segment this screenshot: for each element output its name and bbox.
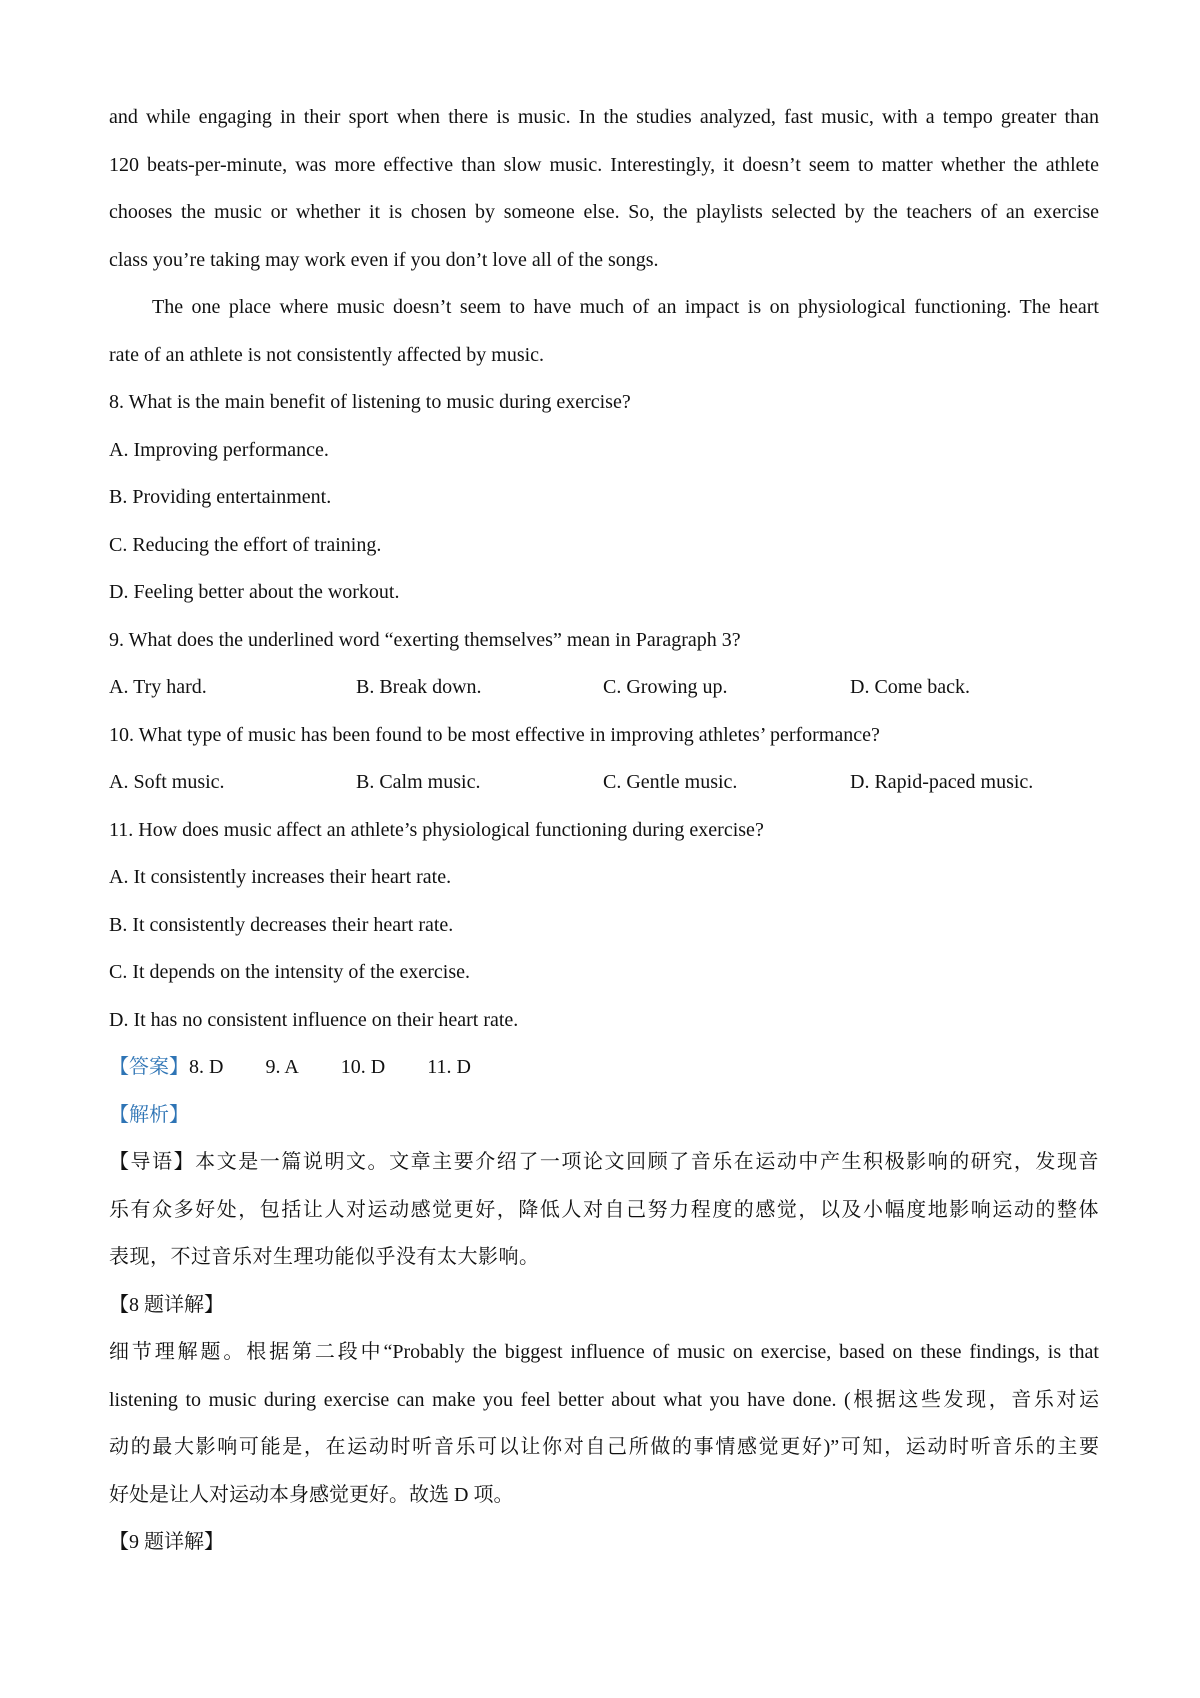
guide-paragraph xyxy=(109,1139,1099,1282)
option-d: D. Rapid-paced music. xyxy=(850,771,1034,793)
option-d: D. Come back. xyxy=(850,676,970,698)
answer-item: 8. D xyxy=(189,1056,224,1078)
paragraph-line: listening to music during exercise can make you feel better about what you have done. (根据这些发现，音乐对运 xyxy=(109,1388,1099,1411)
answer-item: 9. A xyxy=(265,1056,299,1078)
question-9 xyxy=(109,617,1099,712)
passage-paragraph-2 xyxy=(109,94,1099,284)
paragraph-line: 表现，不过音乐对生理功能似乎没有太大影响。 xyxy=(109,1246,540,1268)
option-a: A. Soft music. xyxy=(109,771,225,793)
q9-explanation-heading: 【9 题详解】 xyxy=(109,1531,224,1553)
option-a: A. Improving performance. xyxy=(109,438,329,461)
option-b: B. Calm music. xyxy=(356,771,481,793)
paragraph-line: 【导语】本文是一篇说明文。文章主要介绍了一项论文回顾了音乐在运动中产生积极影响的研究，发现音 xyxy=(109,1151,1099,1173)
paragraph-line: rate of an athlete is not consistently affected by music. xyxy=(109,343,545,366)
document-page xyxy=(109,94,1099,1567)
paragraph-line: 细节理解题。根据第二段中“Probably the biggest influence of music on exercise, based on these findings, is that xyxy=(109,1341,1099,1363)
answer-item: 11. D xyxy=(427,1056,471,1078)
options-row xyxy=(109,664,1099,712)
q8-explanation-heading: 【8 题详解】 xyxy=(109,1293,224,1316)
option-b: B. It consistently decreases their heart rate. xyxy=(109,913,454,936)
question-8 xyxy=(109,379,1099,617)
question-11 xyxy=(109,807,1099,1045)
answer-line xyxy=(109,1044,1099,1092)
paragraph-line: and while engaging in their sport when there is music. In the studies analyzed, fast music, with a tempo greater than xyxy=(109,106,1099,128)
paragraph-line: 120 beats-per-minute, was more effective than slow music. Interestingly, it doesn’t seem to matter whether the athlete xyxy=(109,153,1099,176)
option-c: C. It depends on the intensity of the exercise. xyxy=(109,961,471,983)
paragraph-line: 动的最大影响可能是，在运动时听音乐可以让你对自己所做的事情感觉更好)”可知，运动时听音乐的主要 xyxy=(109,1436,1099,1458)
paragraph-line: chooses the music or whether it is chosen by someone else. So, the playlists selected by the teachers of an exercise xyxy=(109,201,1099,223)
question-stem: 11. How does music affect an athlete’s physiological functioning during exercise? xyxy=(109,818,764,841)
option-c: C. Gentle music. xyxy=(603,771,738,793)
option-b: B. Providing entertainment. xyxy=(109,486,332,508)
answer-label: 【答案】 xyxy=(109,1056,189,1078)
question-10 xyxy=(109,712,1099,807)
paragraph-line: class you’re taking may work even if you don’t love all of the songs. xyxy=(109,248,659,271)
option-d: D. Feeling better about the workout. xyxy=(109,581,400,603)
paragraph-line: 乐有众多好处，包括让人对运动感觉更好，降低人对自己努力程度的感觉，以及小幅度地影响运动的整体 xyxy=(109,1198,1099,1221)
passage-paragraph-3 xyxy=(109,284,1099,379)
question-stem: 9. What does the underlined word “exerting themselves” mean in Paragraph 3? xyxy=(109,628,741,651)
analysis-label: 【解析】 xyxy=(109,1103,189,1126)
option-c: C. Growing up. xyxy=(603,676,728,698)
option-b: B. Break down. xyxy=(356,676,482,698)
paragraph-line: 好处是让人对运动本身感觉更好。故选 D 项。 xyxy=(109,1483,514,1506)
q8-explanation xyxy=(109,1329,1099,1519)
answer-item: 10. D xyxy=(340,1056,386,1078)
option-a: A. Try hard. xyxy=(109,676,207,698)
paragraph-line: The one place where music doesn’t seem to have much of an impact is on physiological functioning. The heart xyxy=(152,296,1099,318)
option-a: A. It consistently increases their heart rate. xyxy=(109,866,452,888)
question-stem: 10. What type of music has been found to be most effective in improving athletes’ performance? xyxy=(109,723,880,746)
question-stem: 8. What is the main benefit of listening to music during exercise? xyxy=(109,391,631,413)
option-c: C. Reducing the effort of training. xyxy=(109,533,382,556)
options-row xyxy=(109,759,1099,807)
option-d: D. It has no consistent influence on their heart rate. xyxy=(109,1008,519,1031)
